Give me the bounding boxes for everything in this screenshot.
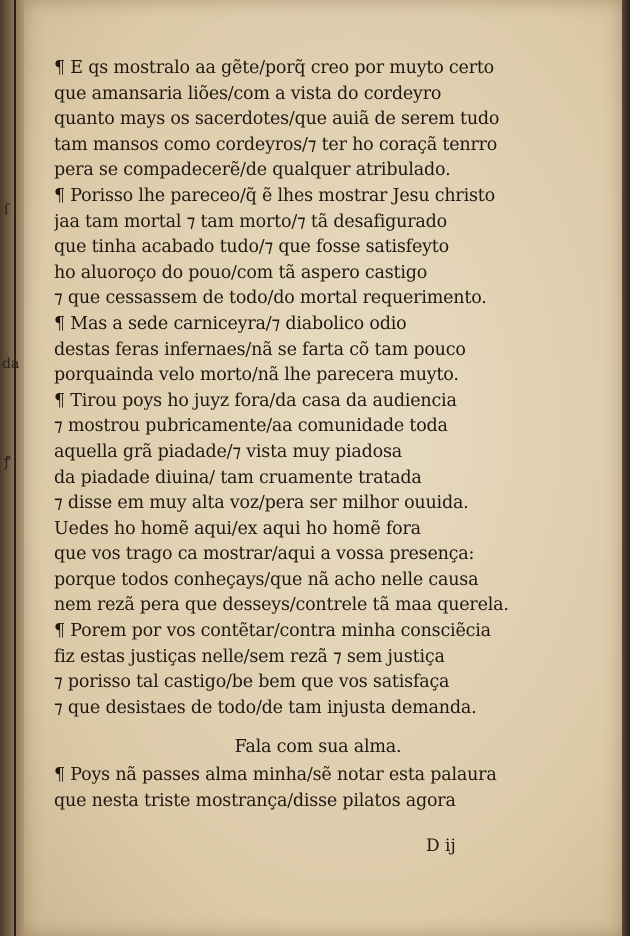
margin-note-1: da xyxy=(2,356,20,372)
verse-line: ¶ Porisso lhe pareceo/q̃ ẽ lhes mostrar Jesu christo xyxy=(54,185,495,206)
gutter-shadow xyxy=(14,0,16,936)
verse-line: ⁊ porisso tal castigo/be bem que vos satisfaça xyxy=(54,672,450,693)
verse-line: que amansaria liões/com a vista do cordeyro xyxy=(54,83,442,104)
verse-line: ho aluoroço do pouo/com tã aspero castigo xyxy=(54,262,428,283)
verse-line: tam mansos como cordeyros/⁊ ter ho coraçã tenrro xyxy=(54,134,498,155)
section-heading: Fala com sua alma. xyxy=(234,737,402,758)
verse-block-2 xyxy=(54,763,574,814)
verse-line: ¶ Poys nã passes alma minha/sẽ notar esta palaura xyxy=(54,765,497,786)
margin-note-3: ſ xyxy=(4,202,10,218)
verse-line: ¶ E qs mostralo aa gẽte/porq̃ creo por muyto certo xyxy=(54,58,495,78)
verse-line: que vos trago ca mostrar/aqui a vossa presença: xyxy=(54,544,475,565)
signature-mark: D ij xyxy=(426,836,456,856)
verse-line: que nesta triste mostrança/disse pilatos agora xyxy=(54,790,456,811)
margin-note-2: ꝭ xyxy=(4,454,11,470)
page-edge xyxy=(622,0,630,936)
verse-line: destas feras infernaes/nã se farta cõ tam pouco xyxy=(54,339,466,360)
verse-line: nem rezã pera que desseys/contrele tã maa querela. xyxy=(54,595,509,616)
verse-line: ⁊ que desistaes de todo/de tam injusta demanda. xyxy=(54,697,477,718)
verse-line: ⁊ mostrou pubricamente/aa comunidade toda xyxy=(54,416,448,437)
verse-line: da piadade diuina/ tam cruamente tratada xyxy=(54,467,422,488)
verse-line: ¶ Porem por vos contẽtar/contra minha consciẽcia xyxy=(54,621,491,642)
verse-block-1 xyxy=(54,56,574,721)
verse-line: fiz estas justiças nelle/sem rezã ⁊ sem justiça xyxy=(54,646,445,667)
verse-line: ¶ Mas a sede carniceyra/⁊ diabolico odio xyxy=(54,313,407,334)
verse-line: ⁊ que cessassem de todo/do mortal requerimento. xyxy=(54,288,487,309)
verse-line: aquella grã piadade/⁊ vista muy piadosa xyxy=(54,441,402,462)
verse-line: Uedes ho homẽ aqui/ex aqui ho homẽ fora xyxy=(54,518,421,539)
verse-line: porquainda velo morto/nã lhe parecera muyto. xyxy=(54,365,459,386)
verse-line: que tinha acabado tudo/⁊ que fosse satisfeyto xyxy=(54,237,449,258)
verse-line: ¶ Tirou poys ho juyz fora/da casa da audiencia xyxy=(54,390,457,411)
verse-line: pera se compadecerẽ/de qualquer atribulado. xyxy=(54,160,451,181)
book-page xyxy=(24,0,622,936)
verse-line: jaa tam mortal ⁊ tam morto/⁊ tã desafigurado xyxy=(54,211,447,232)
body-text xyxy=(54,56,574,814)
verse-line: ⁊ disse em muy alta voz/pera ser milhor ouuida. xyxy=(54,493,469,514)
verse-line: quanto mays os sacerdotes/que auiã de serem tudo xyxy=(54,109,500,130)
verse-line: porque todos conheçays/que nã acho nelle causa xyxy=(54,569,479,590)
